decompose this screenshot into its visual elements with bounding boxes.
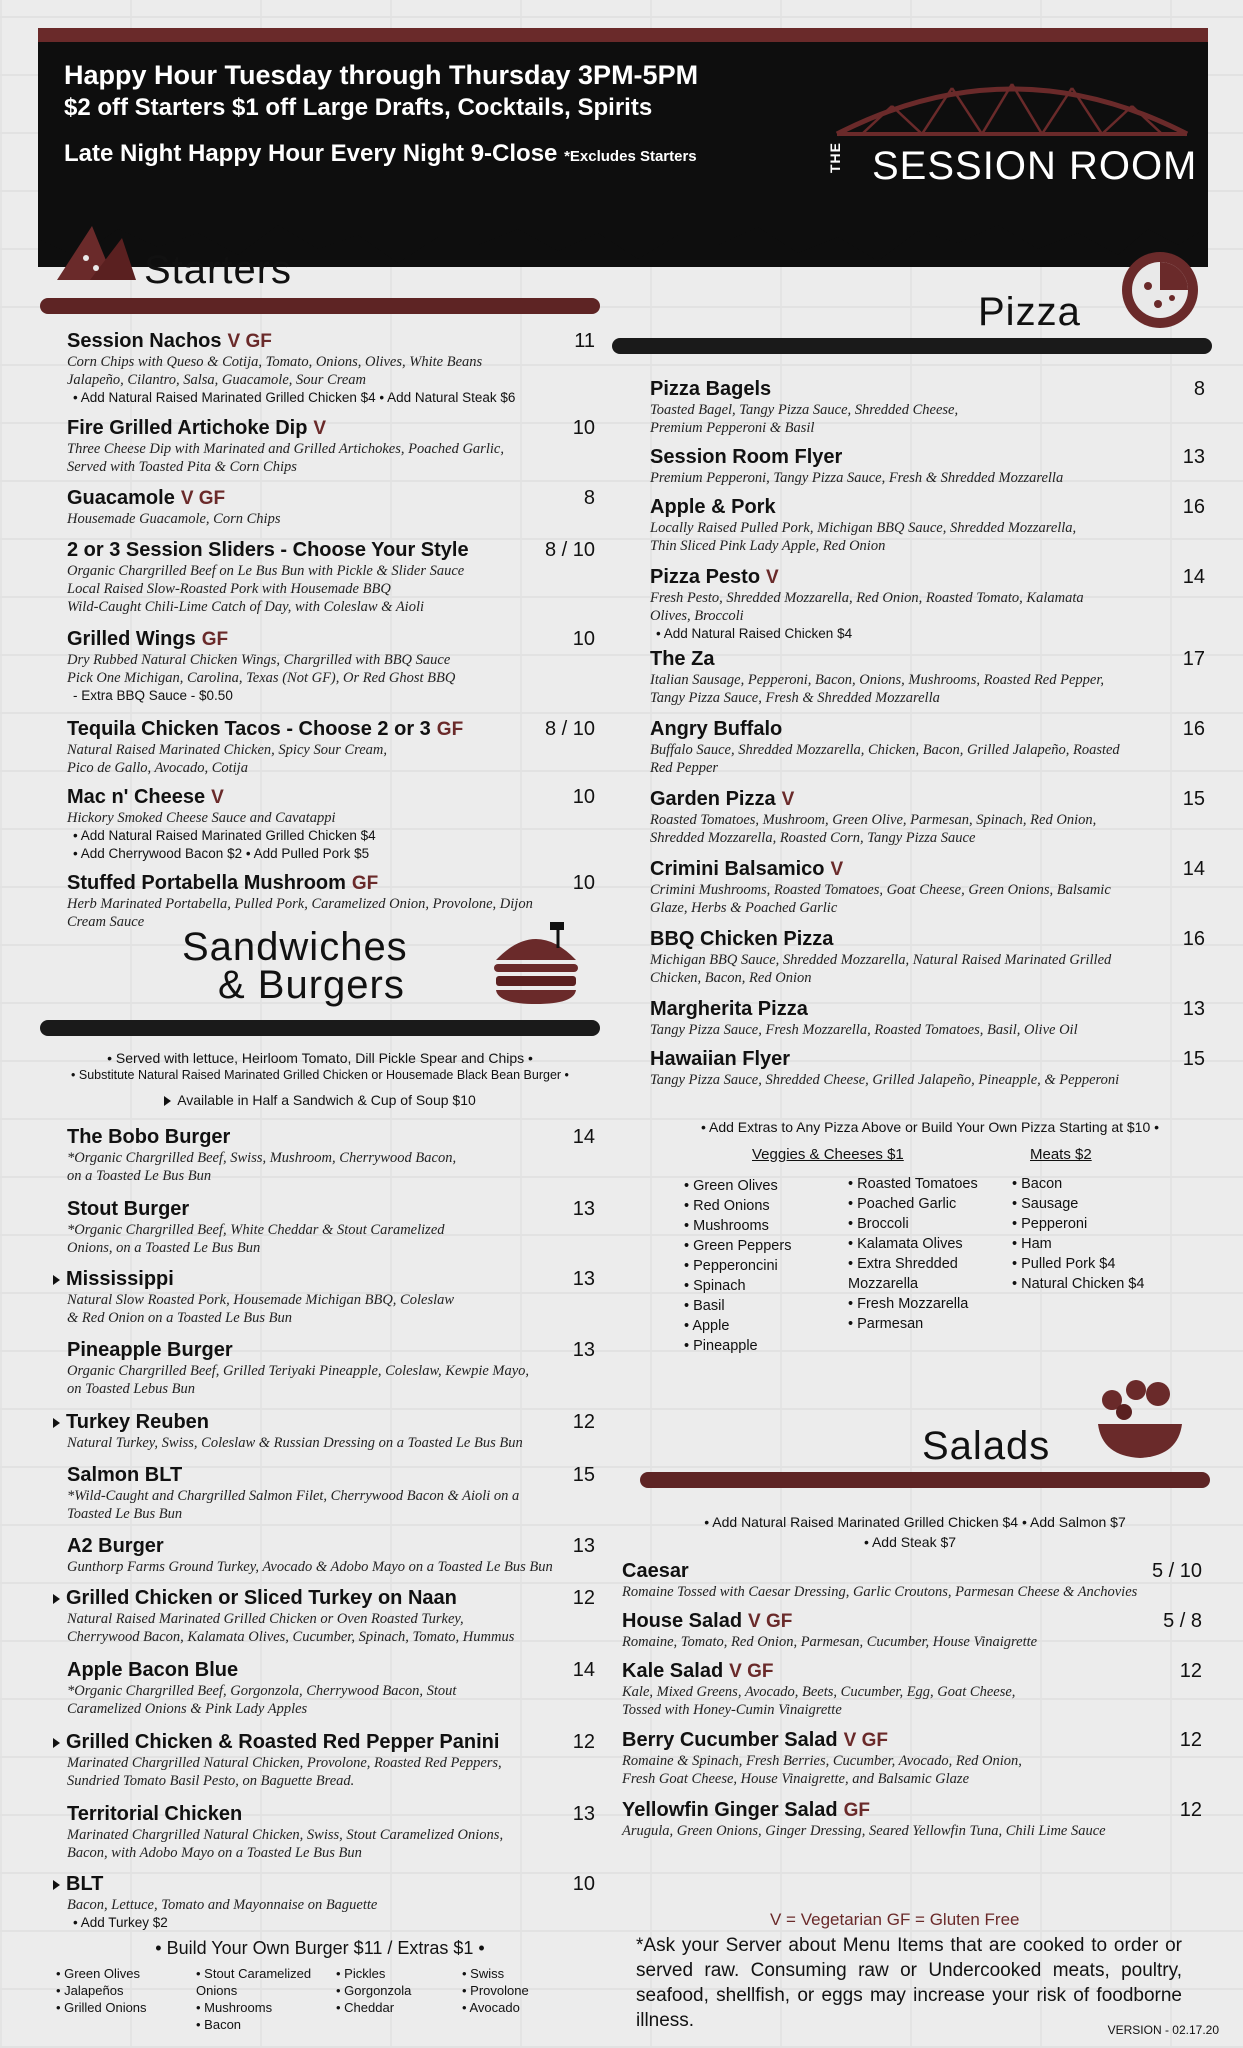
diet-tags: GF	[843, 1800, 870, 1821]
menu-item-price: 16	[1182, 928, 1205, 950]
menu-item-description: Kale, Mixed Greens, Avocado, Beets, Cucumber, Egg, Goat Cheese, Tossed with Honey-Cumin Vinaigrette	[622, 1684, 1016, 1718]
logo	[822, 64, 1202, 214]
menu-item-price: 10	[572, 872, 595, 894]
diet-tags: V	[313, 418, 327, 439]
menu-item	[67, 330, 595, 407]
menu-item-price: 5 / 10	[1151, 1560, 1202, 1582]
menu-item-name: BLT	[67, 1873, 595, 1896]
list-item: • Gorgonzola	[336, 1982, 446, 1999]
menu-item-name: Grilled Chicken or Sliced Turkey on Naan	[67, 1587, 595, 1610]
menu-item	[650, 566, 1205, 643]
menu-item	[650, 788, 1205, 847]
menu-item-name: Mississippi	[67, 1268, 595, 1291]
salads-title: Salads	[922, 1424, 1051, 1468]
pizza-icon	[1118, 248, 1202, 332]
menu-item-name: Pineapple Burger	[67, 1339, 233, 1361]
list-item: • Sausage	[1012, 1194, 1144, 1214]
menu-item-name: Yellowfin Ginger Salad GF	[622, 1799, 870, 1821]
menu-item	[67, 1803, 595, 1862]
salad-bowl-icon	[1092, 1378, 1188, 1464]
happy-hour-line2: $2 off Starters $1 off Large Drafts, Cocktails, Spirits	[64, 94, 653, 121]
menu-item-price: 17	[1182, 648, 1205, 670]
diet-tags: V GF	[729, 1661, 774, 1682]
diet-tags: V	[830, 859, 844, 880]
menu-item-price: 16	[1182, 718, 1205, 740]
menu-item	[67, 1126, 595, 1185]
menu-item-description: Buffalo Sauce, Shredded Mozzarella, Chicken, Bacon, Grilled Jalapeño, Roasted Red Pepper	[650, 742, 1120, 776]
menu-item-price: 15	[1182, 788, 1205, 810]
menu-item-description: *Organic Chargrilled Beef, White Cheddar & Stout Caramelized Onions, on a Toasted Le Bus Bun	[67, 1222, 445, 1256]
late-night-note: *Excludes Starters	[564, 148, 697, 165]
menu-item-price: 14	[1182, 858, 1205, 880]
menu-item-price: 8	[1193, 378, 1205, 400]
list-item: • Pepperoncini	[684, 1256, 791, 1276]
diet-tags: V GF	[748, 1611, 793, 1632]
list-item: • Pickles	[336, 1965, 446, 1982]
pizza-brush	[612, 338, 1212, 354]
list-item: • Jalapeños	[56, 1982, 186, 1999]
menu-item-addon: • Add Natural Raised Marinated Grilled Chicken $4 • Add Cherrywood Bacon $2 • Add Pulled Pork $5	[73, 828, 376, 861]
menu-item-name: Session Room Flyer	[650, 446, 843, 468]
menu-item-addon: • Add Natural Raised Marinated Grilled Chicken $4 • Add Natural Steak $6	[73, 390, 516, 405]
list-item: • Provolone	[462, 1982, 572, 1999]
list-item: • Bacon	[196, 2016, 316, 2033]
menu-item	[650, 446, 1205, 487]
menu-item-price: 14	[572, 1126, 595, 1148]
list-item: • Parmesan	[848, 1314, 998, 1334]
menu-item-description: Crimini Mushrooms, Roasted Tomatoes, Goat Cheese, Green Onions, Balsamic Glaze, Herbs & Poached Garlic	[650, 882, 1111, 916]
menu-item-description: Locally Raised Pulled Pork, Michigan BBQ Sauce, Shredded Mozzarella, Thin Sliced Pink Lady Apple, Red Onion	[650, 520, 1077, 554]
list-item: • Stout Caramelized Onions	[196, 1965, 316, 1999]
menu-item-price: 13	[572, 1535, 595, 1557]
version-label: VERSION - 02.17.20	[1107, 2023, 1219, 2037]
menu-item-price: 8 / 10	[544, 539, 595, 561]
build-burger-column	[336, 1965, 446, 2016]
menu-item-description: Toasted Bagel, Tangy Pizza Sauce, Shredded Cheese, Premium Pepperoni & Basil	[650, 402, 959, 436]
menu-item-price: 12	[1179, 1660, 1202, 1682]
list-item: • Poached Garlic	[848, 1194, 998, 1214]
raw-food-disclaimer: *Ask your Server about Menu Items that are cooked to order or served raw. Consuming raw or Undercooked meats, poultry, seafood, shellfish, or eggs may increase your risk of foodborne illness.	[636, 1935, 1182, 2031]
happy-hour-line1: Happy Hour Tuesday through Thursday 3PM-5PM	[64, 60, 699, 90]
menu-item-name: Tequila Chicken Tacos - Choose 2 or 3 GF	[67, 718, 464, 740]
menu-item-description: Fresh Pesto, Shredded Mozzarella, Red Onion, Roasted Tomato, Kalamata Olives, Broccoli	[650, 590, 1084, 624]
menu-item	[650, 928, 1205, 987]
half-sandwich-icon	[53, 1880, 60, 1890]
menu-item-description: Organic Chargrilled Beef, Grilled Teriyaki Pineapple, Coleslaw, Kewpie Mayo, on Toasted Lebus Bun	[67, 1363, 530, 1397]
list-item: • Fresh Mozzarella	[848, 1294, 998, 1314]
menu-item-description: Romaine & Spinach, Fresh Berries, Cucumber, Avocado, Red Onion, Fresh Goat Cheese, House Vinaigrette, and Balsamic Glaze	[622, 1753, 1022, 1787]
menu-item	[622, 1660, 1202, 1719]
list-item: • Green Peppers	[684, 1236, 791, 1256]
menu-item	[67, 1873, 595, 1932]
menu-item-name: 2 or 3 Session Sliders - Choose Your Style	[67, 539, 469, 561]
menu-item-name: Territorial Chicken	[67, 1803, 243, 1825]
list-item: • Pulled Pork $4	[1012, 1254, 1144, 1274]
menu-item-name: Stout Burger	[67, 1198, 190, 1220]
menu-item-description: *Organic Chargrilled Beef, Gorgonzola, Cherrywood Bacon, Stout Caramelized Onions & Pink Lady Apples	[67, 1683, 457, 1717]
menu-item-price: 12	[1179, 1729, 1202, 1751]
burger-icon	[488, 922, 584, 1006]
menu-item-price: 12	[1179, 1799, 1202, 1821]
menu-item	[67, 1339, 595, 1398]
menu-item-price: 14	[572, 1659, 595, 1681]
menu-item-name: Crimini Balsamico V	[650, 858, 844, 880]
menu-item-description: Three Cheese Dip with Marinated and Grilled Artichokes, Poached Garlic, Served with Toasted Pita & Corn Chips	[67, 441, 504, 475]
menu-item-price: 13	[1182, 446, 1205, 468]
menu-item-price: 12	[572, 1411, 595, 1433]
menu-item-name: Berry Cucumber Salad V GF	[622, 1729, 888, 1751]
list-item: • Broccoli	[848, 1214, 998, 1234]
menu-item-name: Garden Pizza V	[650, 788, 795, 810]
menu-item-name: Apple Bacon Blue	[67, 1659, 239, 1681]
menu-item	[650, 718, 1205, 777]
menu-item	[650, 648, 1205, 707]
menu-item	[67, 628, 595, 705]
menu-item-price: 15	[1182, 1048, 1205, 1070]
menu-item-description: Marinated Chargrilled Natural Chicken, Swiss, Stout Caramelized Onions, Bacon, with Adobo Mayo on a Toasted Le Bus Bun	[67, 1827, 504, 1861]
list-item: • Pineapple	[684, 1336, 791, 1356]
menu-item-addon: • Add Natural Raised Chicken $4	[656, 626, 853, 641]
menu-item	[650, 378, 1205, 437]
menu-item-name: Angry Buffalo	[650, 718, 783, 740]
sandwich-substitute-note: • Substitute Natural Raised Marinated Grilled Chicken or Housemade Black Bean Burger •	[71, 1068, 569, 1082]
menu-item-name: Pizza Bagels	[650, 378, 772, 400]
late-night-line: Late Night Happy Hour Every Night 9-Close *Excludes Starters	[64, 140, 697, 167]
menu-item-name: A2 Burger	[67, 1535, 164, 1557]
list-item: • Natural Chicken $4	[1012, 1274, 1144, 1294]
menu-item	[67, 487, 595, 528]
menu-item	[67, 1268, 595, 1327]
menu-item-name: Stuffed Portabella Mushroom GF	[67, 872, 379, 894]
menu-item-name: Grilled Chicken & Roasted Red Pepper Panini	[67, 1731, 595, 1754]
diet-tags: V GF	[843, 1730, 888, 1751]
menu-item-description: *Organic Chargrilled Beef, Swiss, Mushroom, Cherrywood Bacon, on a Toasted Le Bus Bun	[67, 1150, 457, 1184]
logo-the: THE	[827, 142, 843, 173]
menu-item	[622, 1729, 1202, 1788]
menu-item-price: 16	[1182, 496, 1205, 518]
menu-item	[67, 786, 595, 863]
menu-item-description: Natural Raised Marinated Chicken, Spicy Sour Cream, Pico de Gallo, Avocado, Cotija	[67, 742, 388, 776]
menu-item-price: 12	[572, 1587, 595, 1609]
diet-tags: GF	[201, 629, 229, 650]
menu-item-price: 15	[572, 1464, 595, 1486]
salad-steak-note: • Add Steak $7	[863, 1534, 957, 1550]
menu-item-description: Natural Turkey, Swiss, Coleslaw & Russian Dressing on a Toasted Le Bus Bun	[67, 1435, 523, 1451]
menu-item-description: Housemade Guacamole, Corn Chips	[67, 511, 281, 527]
menu-item	[650, 998, 1205, 1039]
menu-item-description: Tangy Pizza Sauce, Shredded Cheese, Grilled Jalapeño, Pineapple, & Pepperoni	[650, 1072, 1120, 1088]
menu-item	[650, 496, 1205, 555]
diet-tags: V GF	[227, 331, 272, 352]
diet-tags: V	[781, 789, 795, 810]
half-sandwich-icon	[164, 1096, 171, 1106]
menu-item-description: Tangy Pizza Sauce, Fresh Mozzarella, Roasted Tomatoes, Basil, Olive Oil	[650, 1022, 1078, 1038]
diet-legend: V = Vegetarian GF = Gluten Free	[770, 1910, 1020, 1929]
menu-item-name: Guacamole V GF	[67, 487, 226, 509]
list-item: • Basil	[684, 1296, 791, 1316]
menu-item-description: Italian Sausage, Pepperoni, Bacon, Onions, Mushrooms, Roasted Red Pepper, Tangy Pizza Sauce, Fresh & Shredded Mozzarella	[650, 672, 1105, 706]
list-item: • Red Onions	[684, 1196, 791, 1216]
list-item: • Bacon	[1012, 1174, 1144, 1194]
menu-item-name: Kale Salad V GF	[622, 1660, 774, 1682]
pizza-title: Pizza	[978, 290, 1081, 334]
menu-item	[67, 1731, 595, 1790]
diet-tags: V GF	[180, 488, 226, 509]
list-item: • Roasted Tomatoes	[848, 1174, 998, 1194]
menu-item-description: Herb Marinated Portabella, Pulled Pork, Caramelized Onion, Provolone, Dijon Cream Sauce	[67, 896, 533, 930]
menu-item-name: Mac n' Cheese V	[67, 786, 224, 808]
veggies-heading: Veggies & Cheeses $1	[752, 1146, 904, 1163]
menu-item	[622, 1610, 1202, 1651]
menu-item	[650, 1048, 1205, 1089]
starters-title: Starters	[144, 248, 293, 292]
menu-item-name: Margherita Pizza	[650, 998, 808, 1020]
menu-item-price: 13	[572, 1198, 595, 1220]
build-burger-title: • Build Your Own Burger $11 / Extras $1 •	[155, 1938, 485, 1958]
menu-item-price: 10	[572, 628, 595, 650]
menu-item	[67, 1464, 595, 1523]
list-item: • Spinach	[684, 1276, 791, 1296]
menu-item-description: *Wild-Caught and Chargrilled Salmon Filet, Cherrywood Bacon & Aioli on a Toasted Le Bus Bun	[67, 1488, 520, 1522]
menu-item	[67, 1411, 595, 1452]
meats-list	[1012, 1174, 1144, 1294]
half-sandwich-note: Available in Half a Sandwich & Cup of Soup $10	[40, 1092, 600, 1108]
menu-item-name: Grilled Wings GF	[67, 628, 229, 650]
list-item: • Extra Shredded Mozzarella	[848, 1254, 998, 1294]
menu-item-description: Natural Raised Marinated Grilled Chicken or Oven Roasted Turkey, Cherrywood Bacon, Kalamata Olives, Cucumber, Spinach, Tomato, Hummus	[67, 1611, 515, 1645]
menu-item-price: 14	[1182, 566, 1205, 588]
meats-heading: Meats $2	[1030, 1146, 1092, 1163]
diet-tags: GF	[436, 719, 464, 740]
veggies-list-2	[848, 1174, 998, 1334]
diet-tags: V	[211, 787, 224, 808]
menu-item-description: Organic Chargrilled Beef on Le Bus Bun with Pickle & Slider Sauce Local Raised Slow-Roasted Pork with Housemade BBQ Wild-Caught Chili-Lime Catch of Day, with Coleslaw & Aioli	[67, 563, 465, 615]
diet-tags: V	[766, 567, 779, 588]
list-item: • Kalamata Olives	[848, 1234, 998, 1254]
menu-item	[650, 858, 1205, 917]
list-item: • Ham	[1012, 1234, 1144, 1254]
menu-item-name: Turkey Reuben	[67, 1411, 595, 1434]
sandwiches-title-line2: & Burgers	[218, 963, 405, 1007]
menu-item	[67, 417, 595, 476]
menu-item-name: Pizza Pesto V	[650, 566, 779, 588]
pizza-extras-note: • Add Extras to Any Pizza Above or Build Your Own Pizza Starting at $10 •	[700, 1119, 1160, 1135]
nacho-icon	[52, 218, 138, 288]
sandwiches-brush	[40, 1020, 600, 1036]
menu-item-price: 10	[572, 1873, 595, 1895]
list-item: • Cheddar	[336, 1999, 446, 2016]
menu-item-description: Corn Chips with Queso & Cotija, Tomato, Onions, Olives, White Beans Jalapeño, Cilantro, Salsa, Guacamole, Sour Cream	[67, 354, 483, 388]
half-sandwich-icon	[53, 1738, 60, 1748]
list-item: • Grilled Onions	[56, 1999, 186, 2016]
list-item: • Avocado	[462, 1999, 572, 2016]
salad-add-note: • Add Natural Raised Marinated Grilled Chicken $4 • Add Salmon $7	[704, 1514, 1126, 1530]
menu-item	[67, 539, 595, 616]
menu-item-addon: • Add Turkey $2	[73, 1915, 168, 1930]
menu-item-description: Arugula, Green Onions, Ginger Dressing, Seared Yellowfin Tuna, Chili Lime Sauce	[622, 1823, 1106, 1839]
menu-item-price: 10	[572, 417, 595, 439]
menu-item-name: Hawaiian Flyer	[650, 1048, 791, 1070]
list-item: • Green Olives	[684, 1176, 791, 1196]
menu-item	[67, 718, 595, 777]
diet-tags: GF	[351, 873, 379, 894]
bridge-icon	[832, 64, 1192, 144]
veggies-list-1	[684, 1176, 791, 1356]
menu-item-description: Hickory Smoked Cheese Sauce and Cavatappi	[67, 810, 336, 826]
menu-item-name: The Bobo Burger	[67, 1126, 231, 1148]
menu-item-addon: - Extra BBQ Sauce - $0.50	[73, 688, 233, 703]
half-sandwich-icon	[53, 1275, 60, 1285]
menu-item-description: Romaine, Tomato, Red Onion, Parmesan, Cucumber, House Vinaigrette	[622, 1634, 1038, 1650]
menu-item-description: Michigan BBQ Sauce, Shredded Mozzarella, Natural Raised Marinated Grilled Chicken, Bacon, Red Onion	[650, 952, 1112, 986]
menu-item-price: 5 / 8	[1163, 1610, 1202, 1632]
menu-item-price: 10	[572, 786, 595, 808]
menu-item-name: Salmon BLT	[67, 1464, 183, 1486]
menu-item-price: 13	[572, 1268, 595, 1290]
menu-item-price: 13	[1182, 998, 1205, 1020]
menu-item	[67, 1198, 595, 1257]
list-item: • Mushrooms	[196, 1999, 316, 2016]
list-item: • Apple	[684, 1316, 791, 1336]
menu-item-price: 8	[583, 487, 595, 509]
list-item: • Mushrooms	[684, 1216, 791, 1236]
sandwiches-title-line1: Sandwiches	[182, 925, 408, 969]
menu-item-description: Bacon, Lettuce, Tomato and Mayonnaise on Baguette	[67, 1897, 378, 1913]
menu-item-description: Gunthorp Farms Ground Turkey, Avocado & Adobo Mayo on a Toasted Le Bus Bun	[67, 1559, 553, 1575]
menu-item-description: Marinated Chargrilled Natural Chicken, Provolone, Roasted Red Peppers, Sundried Tomato Basil Pesto, on Baguette Bread.	[67, 1755, 502, 1789]
menu-item-name: Session Nachos V GF	[67, 330, 272, 352]
menu-item-name: Caesar	[622, 1560, 689, 1582]
list-item: • Swiss	[462, 1965, 572, 1982]
menu-item-name: BBQ Chicken Pizza	[650, 928, 834, 950]
menu-item-description: Natural Slow Roasted Pork, Housemade Michigan BBQ, Coleslaw & Red Onion on a Toasted Le Bus Bun	[67, 1292, 455, 1326]
menu-item-price: 12	[572, 1731, 595, 1753]
menu-item-description: Premium Pepperoni, Tangy Pizza Sauce, Fresh & Shredded Mozzarella	[650, 470, 1064, 486]
menu-item-price: 8 / 10	[544, 718, 595, 740]
menu-item-name: House Salad V GF	[622, 1610, 793, 1632]
salads-brush	[640, 1472, 1210, 1488]
menu-item	[67, 1659, 595, 1718]
menu-item	[67, 1587, 595, 1646]
starters-brush	[40, 298, 600, 314]
menu-item	[622, 1799, 1202, 1840]
list-item: • Green Olives	[56, 1965, 186, 1982]
menu-item-price: 11	[574, 330, 595, 352]
menu-item-description: Roasted Tomatoes, Mushroom, Green Olive, Parmesan, Spinach, Red Onion, Shredded Mozzarella, Roasted Corn, Tangy Pizza Sauce	[650, 812, 1097, 846]
sandwich-served-note: • Served with lettuce, Heirloom Tomato, Dill Pickle Spear and Chips •	[107, 1050, 533, 1066]
menu-item-description: Dry Rubbed Natural Chicken Wings, Chargrilled with BBQ Sauce Pick One Michigan, Carolina, Texas (Not GF), Or Red Ghost BBQ	[67, 652, 456, 686]
menu-item	[622, 1560, 1202, 1601]
build-burger-column	[56, 1965, 186, 2016]
half-sandwich-icon	[53, 1418, 60, 1428]
menu-item-name: The Za	[650, 648, 715, 670]
build-burger-column	[462, 1965, 572, 2016]
menu-item-name: Apple & Pork	[650, 496, 776, 518]
menu-item	[67, 1535, 595, 1576]
list-item: • Pepperoni	[1012, 1214, 1144, 1234]
menu-item-description: Romaine Tossed with Caesar Dressing, Garlic Croutons, Parmesan Cheese & Anchovies	[622, 1584, 1138, 1600]
menu-item-price: 13	[572, 1339, 595, 1361]
half-sandwich-icon	[53, 1594, 60, 1604]
menu-item-name: Fire Grilled Artichoke Dip V	[67, 417, 327, 439]
menu-item-price: 13	[572, 1803, 595, 1825]
logo-name: SESSION ROOM	[872, 144, 1198, 188]
build-burger-column	[196, 1965, 316, 2033]
